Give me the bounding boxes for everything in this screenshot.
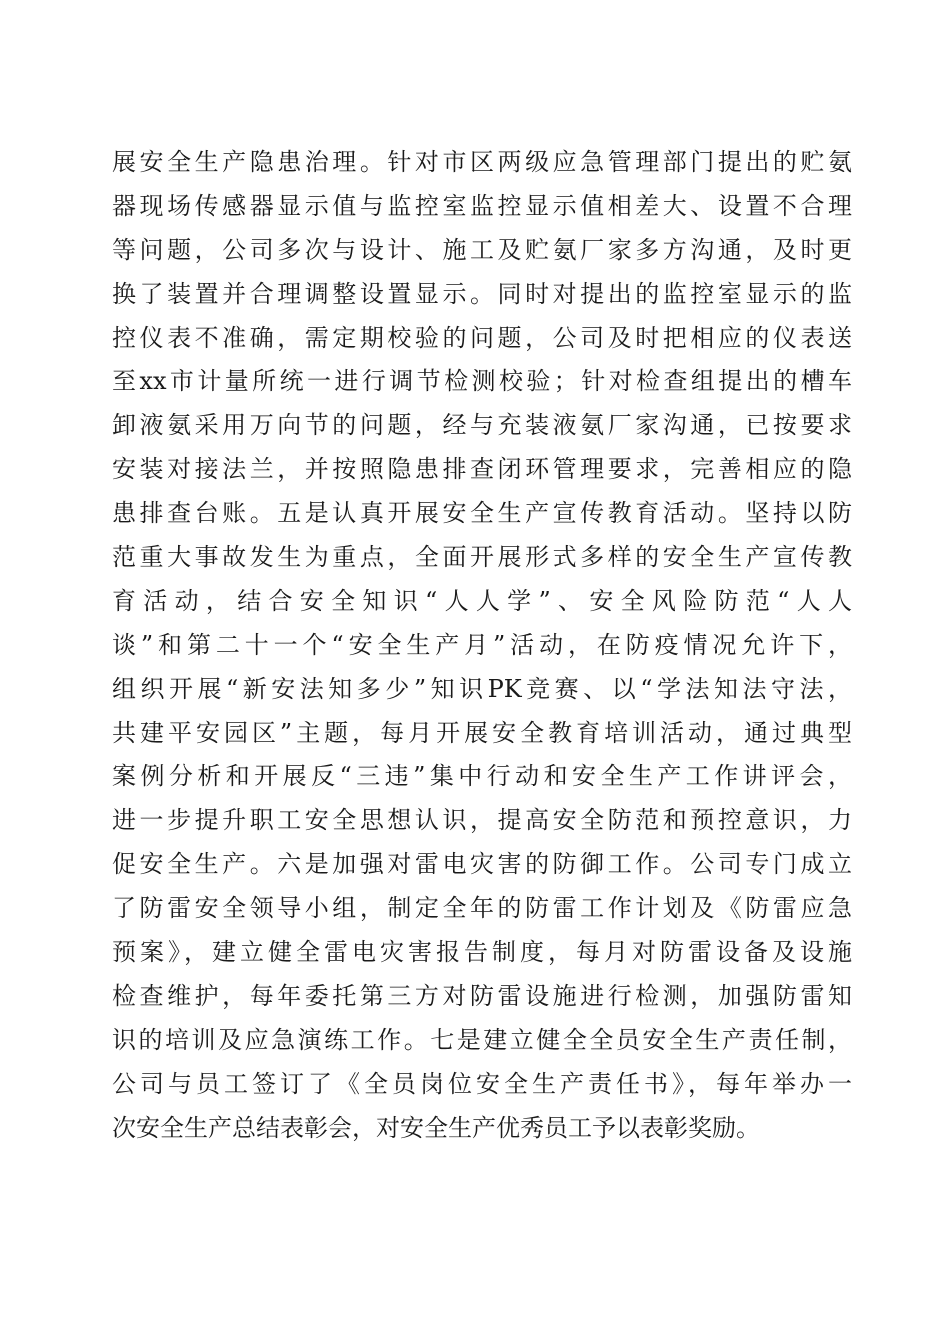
text-line: 等问题，公司多次与设计、施工及贮氨厂家多方沟通，及时更 — [112, 235, 852, 264]
text-line: 展安全生产隐患治理。针对市区两级应急管理部门提出的贮氨 — [112, 148, 852, 176]
text-line: 预案》，建立健全雷电灾害报告制度，每月对防雷设备及设施 — [112, 938, 852, 967]
text-line: 患排查台账。五是认真开展安全生产宣传教育活动。坚持以防 — [112, 499, 852, 528]
body-paragraph — [112, 141, 852, 1150]
text-line: 卸液氨采用万向节的问题，经与充装液氨厂家沟通，已按要求 — [112, 411, 852, 440]
text-line: 公司与员工签订了《全员岗位安全生产责任书》，每年举办一 — [112, 1069, 852, 1098]
text-line: 至xx市计量所统一进行调节检测校验；针对检查组提出的槽车 — [112, 367, 852, 396]
text-line: 进一步提升职工安全思想认识，提高安全防范和预控意识，力 — [112, 806, 852, 835]
text-line: 促安全生产。六是加强对雷电灾害的防御工作。公司专门成立 — [112, 850, 852, 879]
text-line: 案例分析和开展反“三违”集中行动和安全生产工作讲评会， — [112, 762, 852, 791]
text-line: 共建平安园区”主题，每月开展安全教育培训活动，通过典型 — [112, 718, 852, 747]
text-line: 器现场传感器显示值与监控室监控显示值相差大、设置不合理 — [112, 191, 852, 220]
text-line: 谈”和第二十一个“安全生产月”活动，在防疫情况允许下， — [112, 630, 852, 659]
text-line: 安装对接法兰，并按照隐患排查闭环管理要求，完善相应的隐 — [112, 455, 852, 484]
text-line: 了防雷安全领导小组，制定全年的防雷工作计划及《防雷应急 — [112, 894, 852, 923]
text-line: 育活动，结合安全知识“人人学”、安全风险防范“人人 — [112, 586, 852, 615]
text-line: 控仪表不准确，需定期校验的问题，公司及时把相应的仪表送 — [112, 323, 852, 352]
text-line: 次安全生产总结表彰会，对安全生产优秀员工予以表彰奖励。 — [112, 1113, 760, 1142]
text-line: 组织开展“新安法知多少”知识PK竞赛、以“学法知法守法， — [112, 674, 852, 703]
text-line: 检查维护，每年委托第三方对防雷设施进行检测，加强防雷知 — [112, 981, 852, 1010]
text-line: 识的培训及应急演练工作。七是建立健全全员安全生产责任制， — [112, 1025, 852, 1054]
text-line: 换了装置并合理调整设置显示。同时对提出的监控室显示的监 — [112, 279, 852, 308]
text-line: 范重大事故发生为重点，全面开展形式多样的安全生产宣传教 — [112, 543, 852, 572]
